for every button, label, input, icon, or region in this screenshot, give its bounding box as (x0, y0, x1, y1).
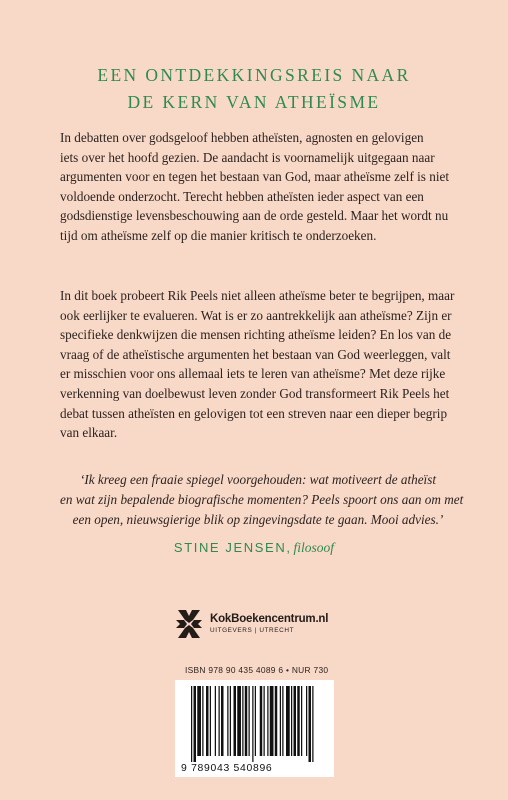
barcode-bar (264, 686, 265, 756)
blurb-line: vraag of de atheïstische argumenten het bestaan van God weerleggen, valt (60, 346, 451, 362)
barcode-bar (297, 686, 300, 756)
quote-line: een open, nieuwsgierige blik op zingevingsdate te gaan. Mooi advies.’ (72, 511, 444, 527)
isbn-nur-line: ISBN 978 90 435 4089 6 • NUR 730 (185, 665, 329, 675)
barcode-bar (219, 686, 220, 756)
barcode-bar (301, 686, 302, 756)
attribution-name: STINE JENSEN (173, 540, 287, 555)
barcode-digits: 9 789043 540896 (181, 763, 273, 774)
barcode-bar (206, 686, 209, 756)
barcode-bar (252, 686, 253, 762)
publisher-text (210, 613, 328, 635)
headline-line-1: EEN ONTDEKKINGSREIS NAAR (97, 65, 411, 85)
attribution-separator: , (286, 540, 294, 555)
barcode-bar (267, 686, 268, 756)
barcode-bar (270, 686, 274, 756)
blurb-line: In debatten over godsgeloof hebben atheïsten, agnosten en gelovigen (60, 130, 424, 145)
blurb-line: er misschien voor ons allemaal iets te leren van atheïsme? Met deze rijke (60, 366, 446, 382)
barcode-bar (227, 686, 228, 756)
blurb-line: In dit boek probeert Rik Peels niet alleen atheïsme beter te begrijpen, maar (60, 288, 455, 303)
barcode-bar (221, 686, 224, 756)
barcode-bar (234, 686, 237, 756)
blurb-line: van elkaar. (60, 425, 118, 441)
blurb-line: specifieke denkwijzen die mensen richting atheïsme leiden? En los van de (60, 327, 452, 343)
blurb-line: iets over het hoofd gezien. De aandacht is voornamelijk uitgegaan naar (60, 149, 435, 165)
blurb-line: tijd om atheïsme zelf op die manier kritisch te onderzoeken. (60, 227, 377, 243)
barcode-bars (189, 686, 321, 762)
blurb-line: voldoende onderzocht. Terecht hebben atheïsten ieder aspect van een (60, 188, 424, 204)
barcode-bar (282, 686, 283, 756)
headline-line-2: DE KERN VAN ATHEÏSME (127, 92, 381, 112)
barcode-bar (291, 686, 292, 756)
barcode-bar (286, 686, 290, 756)
endorsement-quote (60, 470, 464, 529)
publisher-block (174, 604, 328, 644)
barcode-bar (210, 686, 211, 756)
blurb-line: ook eerlijker te evalueren. Wat is er zo aantrekkelijk aan atheïsme? Zijn er (60, 307, 452, 323)
kok-boekencentrum-logo-icon (174, 607, 204, 641)
blurb-line: debat tussen atheïsten en gelovigen tot een streven naar een dieper begrip (60, 405, 448, 421)
publisher-subtitle: UITGEVERS | UTRECHT (210, 627, 295, 634)
barcode-bar (215, 686, 216, 756)
barcode-bar (197, 686, 201, 756)
blurb-paragraph-1 (60, 128, 456, 246)
barcode-bar (275, 686, 278, 756)
barcode-bar (306, 686, 307, 756)
blurb-line: verkenning van doelbewust leven zonder God transformeert Rik Peels het (60, 385, 450, 401)
cover-headline (0, 62, 508, 116)
barcode-bar (237, 686, 241, 756)
quote-attribution (0, 540, 508, 556)
barcode (175, 680, 334, 777)
barcode-bar (309, 686, 312, 762)
publisher-name: KokBoekencentrum.nl (210, 613, 329, 625)
barcode-bar (230, 686, 231, 756)
barcode-bar (194, 686, 197, 762)
barcode-bar (242, 686, 243, 756)
quote-line: en wat zijn bepalende biografische momenten? Peels spoort ons aan om met (60, 491, 464, 507)
barcode-bar (312, 686, 313, 762)
quote-line: ‘Ik kreeg een fraaie spiegel voorgehouden: wat motiveert de atheïst (79, 472, 437, 487)
barcode-bar (255, 686, 256, 756)
barcode-bar (249, 686, 250, 756)
barcode-bar (294, 686, 297, 756)
attribution-role: filosoof (293, 540, 335, 555)
barcode-bar (280, 686, 281, 756)
blurb-line: godsdienstige levensbeschouwing aan de orde gesteld. Maar het wordt nu (60, 208, 449, 224)
blurb-paragraph-2 (60, 286, 456, 443)
barcode-bar (260, 686, 263, 756)
barcode-bar (202, 686, 203, 756)
blurb-line: argumenten voor en tegen het bestaan van God, maar atheïsme zelf is niet (60, 169, 450, 185)
barcode-bar (191, 686, 192, 762)
barcode-bar (245, 686, 248, 756)
